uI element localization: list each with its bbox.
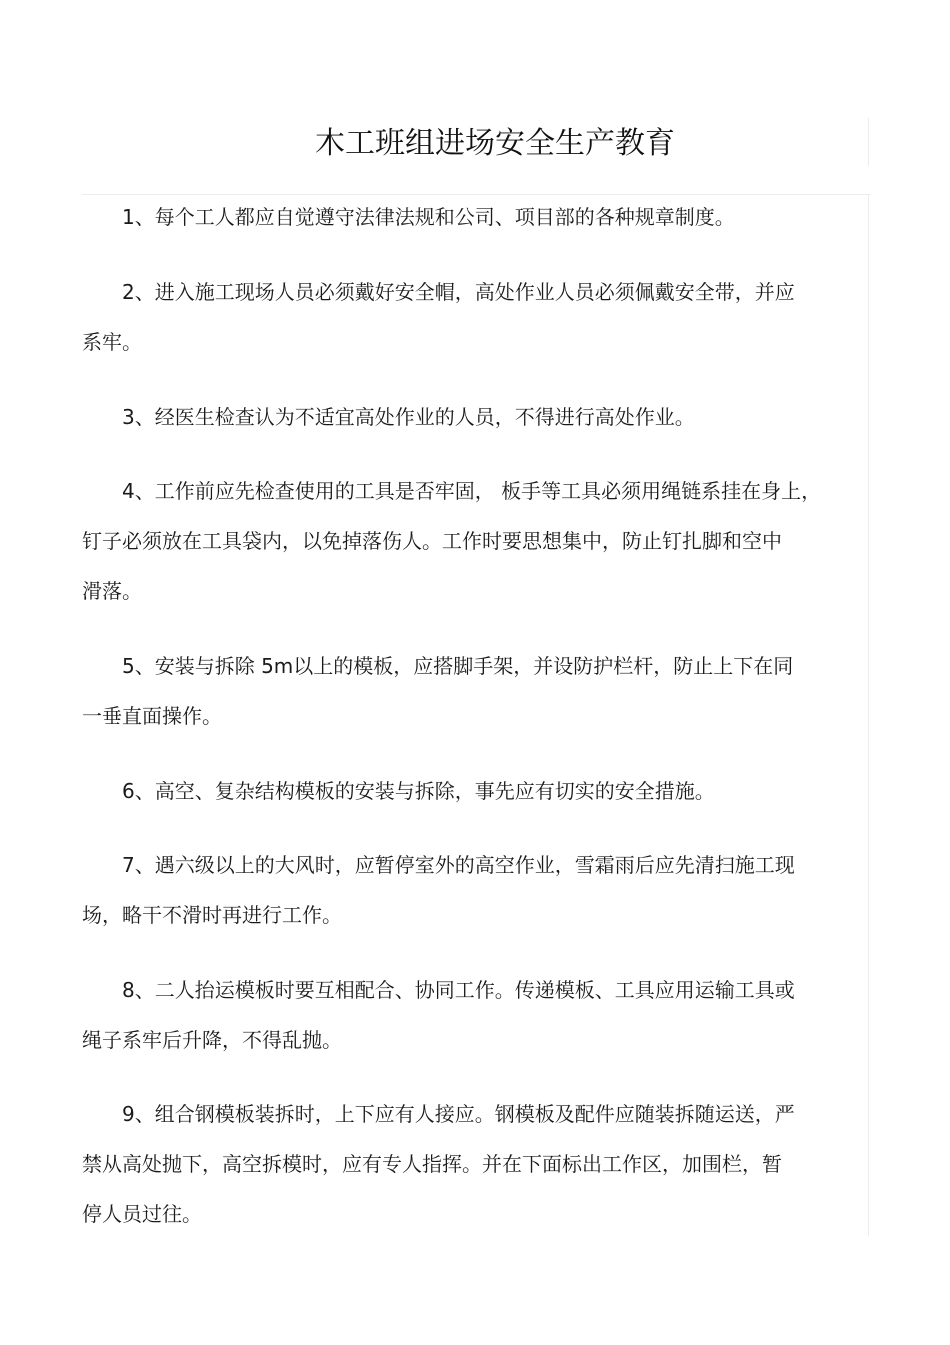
item-4-line-3: 滑落。 [82,579,142,603]
item-5-line-2: 一垂直面操作。 [82,704,222,728]
item-9-line-3: 停人员过往。 [82,1202,202,1226]
item-2-line-2: 系牢。 [82,330,142,354]
item-4-line-1: 4、工作前应先检查使用的工具是否牢固， 板手等工具必须用绳链系挂在身上， [122,479,822,503]
item-6-line-1: 6、高空、复杂结构模板的安装与拆除，事先应有切实的安全措施。 [122,779,715,803]
item-9-line-1: 9、组合钢模板装拆时，上下应有人接应。钢模板及配件应随装拆随运送，严 [122,1102,795,1126]
header-divider [82,194,870,195]
margin-rule [868,194,869,1236]
item-2-line-1: 2、进入施工现场人员必须戴好安全帽，高处作业人员必须佩戴安全带，并应 [122,280,795,304]
item-7-line-1: 7、遇六级以上的大风时，应暂停室外的高空作业，雪霜雨后应先清扫施工现 [122,853,795,877]
item-7-line-2: 场，略干不滑时再进行工作。 [82,903,342,927]
item-4-line-2: 钉子必须放在工具袋内，以免掉落伤人。工作时要思想集中，防止钉扎脚和空中 [82,529,782,553]
item-3-line-1: 3、经医生检查认为不适宜高处作业的人员，不得进行高处作业。 [122,405,695,429]
item-5-line-1: 5、安装与拆除 5m以上的模板，应搭脚手架，并设防护栏杆，防止上下在同 [122,654,794,678]
item-8-line-2: 绳子系牢后升降，不得乱抛。 [82,1028,342,1052]
item-9-line-2: 禁从高处抛下，高空拆模时，应有专人指挥。并在下面标出工作区，加围栏，暂 [82,1152,782,1176]
item-8-line-1: 8、二人抬运模板时要互相配合、协同工作。传递模板、工具应用运输工具或 [122,978,795,1002]
page-title: 木工班组进场安全生产教育 [315,126,675,161]
item-1-line-1: 1、每个工人都应自觉遵守法律法规和公司、项目部的各种规章制度。 [122,205,735,229]
